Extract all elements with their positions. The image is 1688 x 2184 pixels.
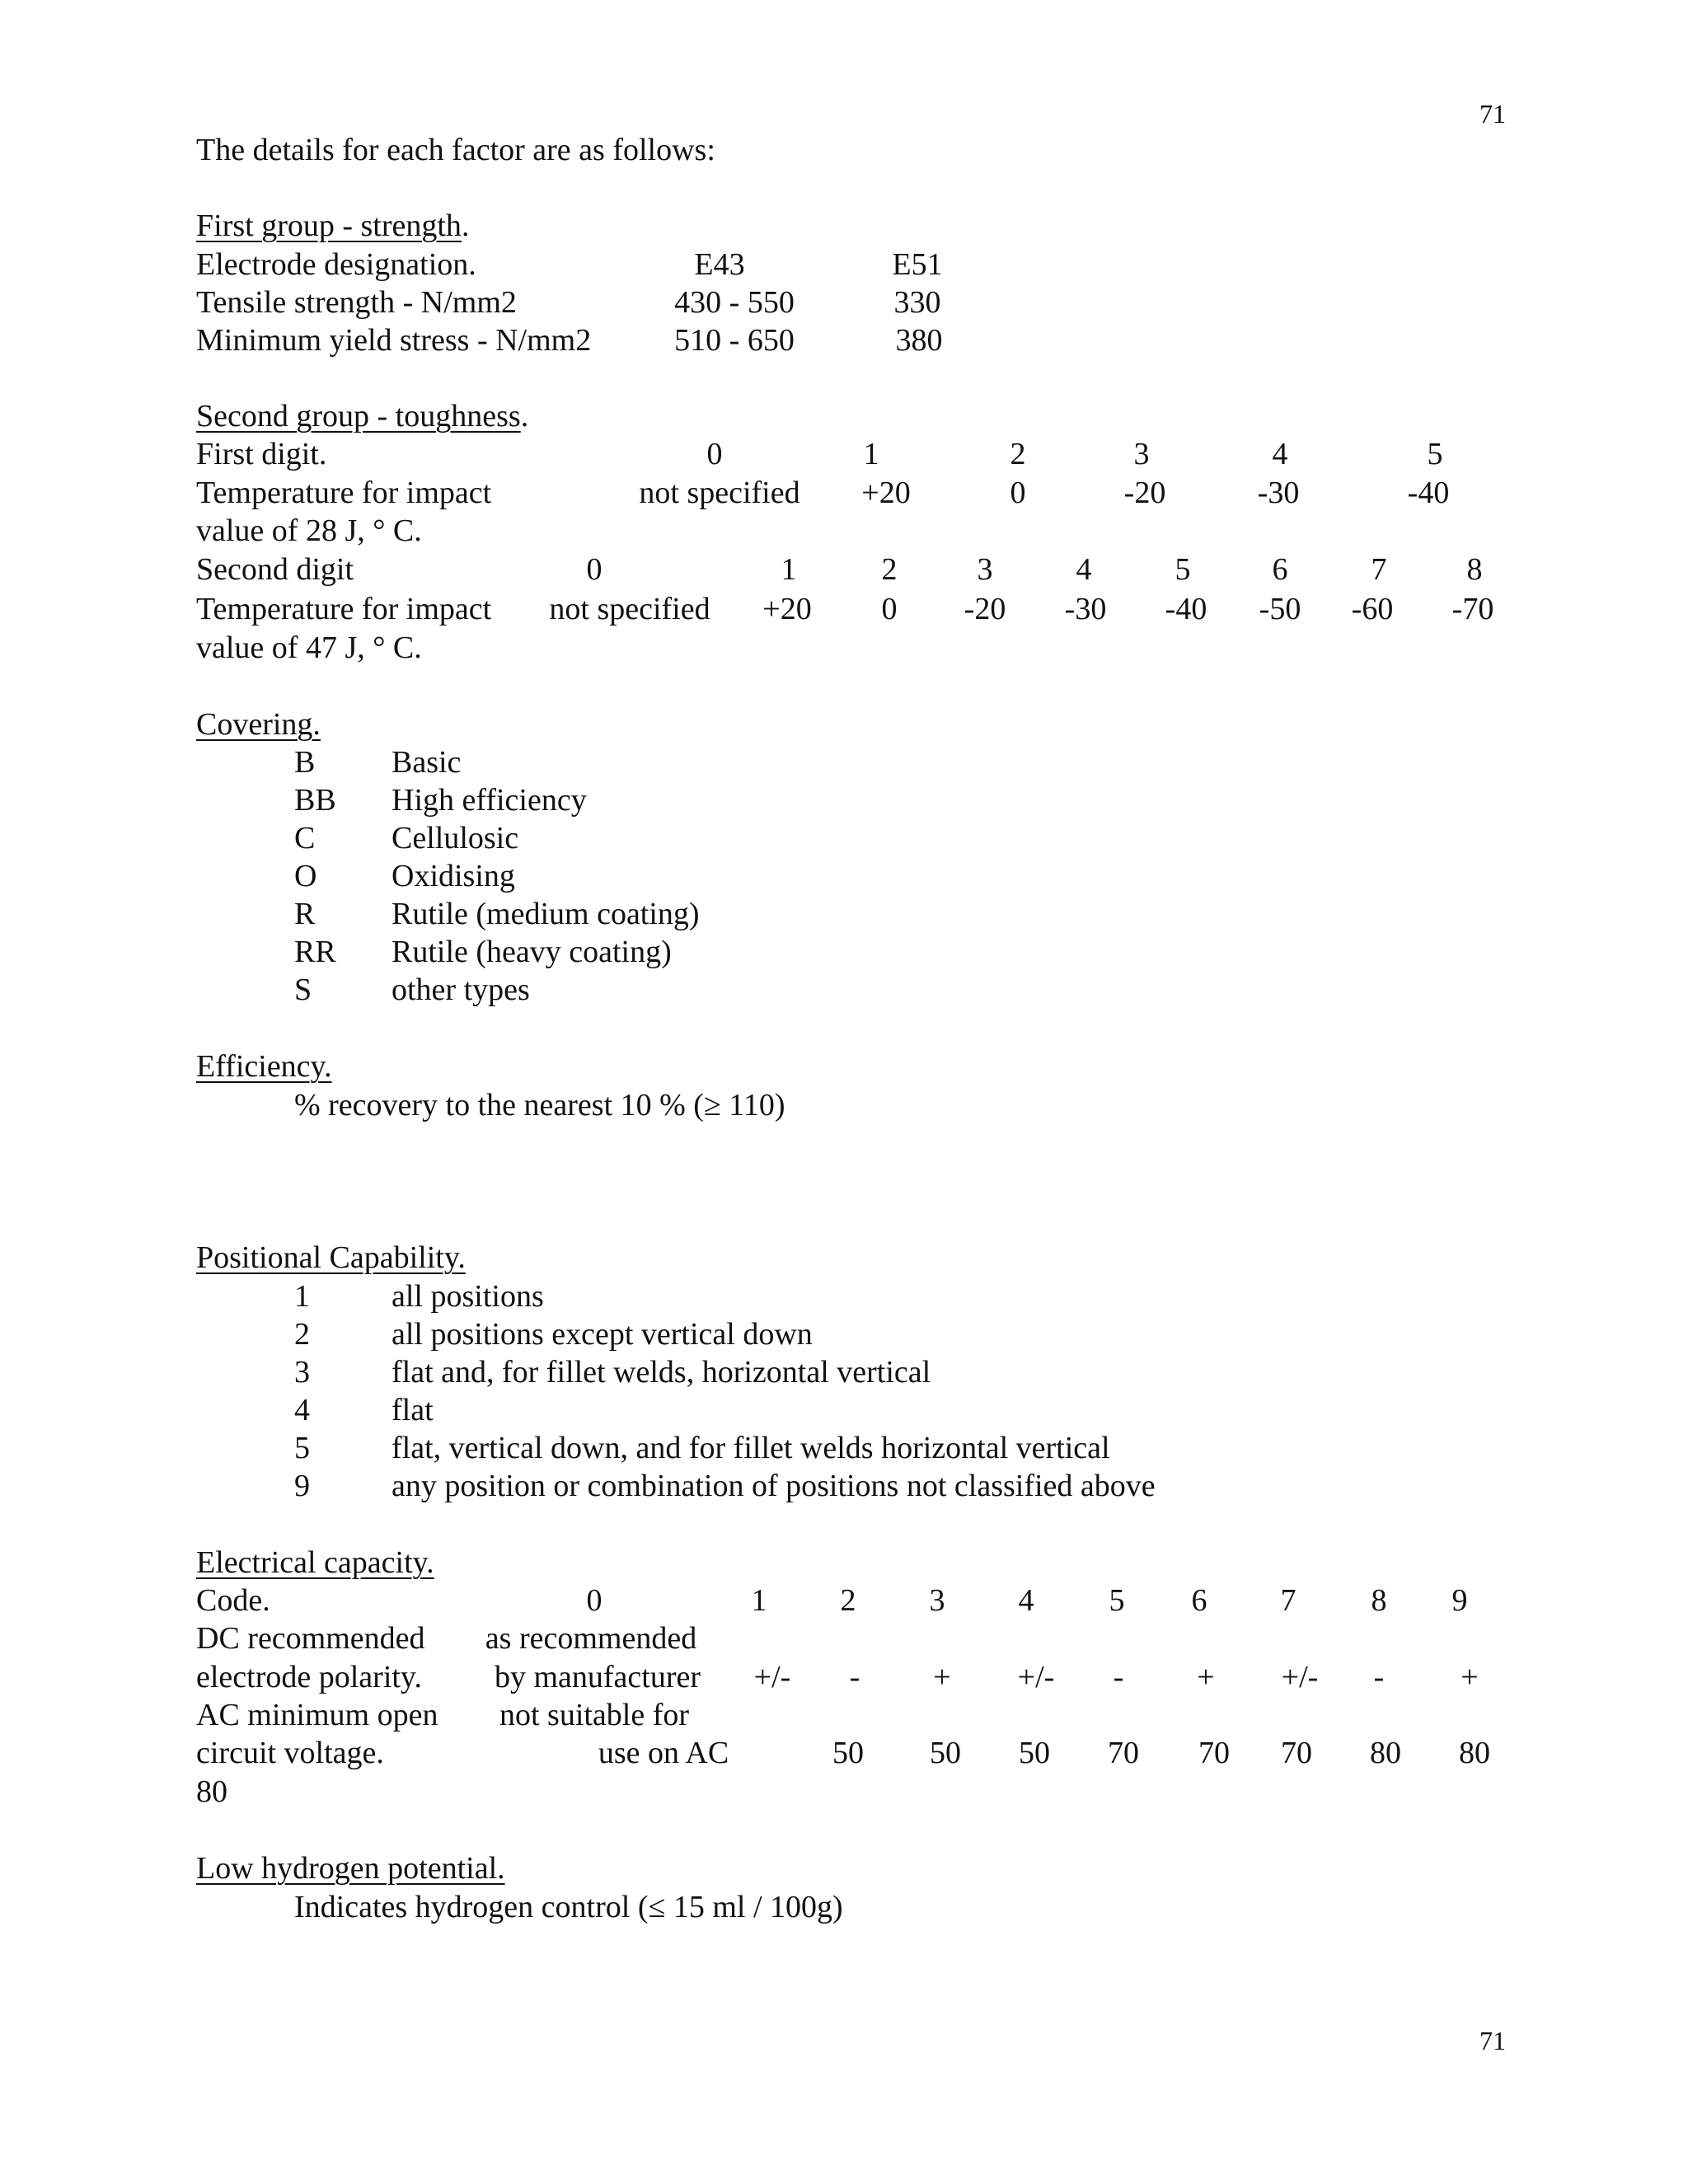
electrical-code: 6 [1191, 1583, 1207, 1618]
electrical-heading: Electrical capacity. [196, 1545, 434, 1580]
ac-voltage: 50 [1019, 1736, 1050, 1770]
first-digit-value: 2 [1010, 437, 1026, 471]
first-digit-value: 5 [1427, 437, 1443, 471]
positional-desc: all positions except vertical down [392, 1317, 813, 1352]
first-digit-temp: -20 [1123, 476, 1166, 510]
positional-heading: Positional Capability. [196, 1240, 466, 1275]
second-digit-value: 2 [881, 552, 898, 587]
second-digit-temp: -20 [964, 592, 1006, 626]
positional-code: 3 [294, 1355, 310, 1390]
second-digit-temp: -40 [1165, 592, 1207, 626]
strength-heading: First group - strength. [196, 209, 470, 243]
covering-code: BB [294, 783, 336, 818]
second-digit-temp: not specified [549, 592, 710, 626]
covering-desc: Cellulosic [392, 821, 519, 855]
covering-desc: Basic [392, 745, 462, 780]
dc-polarity: + [1197, 1660, 1215, 1694]
dc-polarity: + [933, 1660, 951, 1694]
electrical-code: 1 [751, 1583, 767, 1618]
ac-voltage: 50 [930, 1736, 961, 1770]
ac-label-line1: AC minimum open [196, 1698, 438, 1732]
dc-polarity: +/- [1017, 1660, 1055, 1694]
dc-polarity: - [1373, 1660, 1385, 1694]
page-number-top: 71 [1479, 99, 1506, 129]
dc-polarity: - [849, 1660, 860, 1694]
positional-desc: flat, vertical down, and for fillet welds horizontal vertical [392, 1431, 1110, 1465]
toughness-heading: Second group - toughness. [196, 399, 529, 434]
dc-polarity: + [1461, 1660, 1479, 1694]
first-digit-temp: 0 [1010, 476, 1026, 510]
dc-label-line1: DC recommended [196, 1621, 425, 1656]
second-digit-value: 7 [1371, 552, 1387, 587]
positional-code: 2 [294, 1317, 310, 1352]
strength-e51-yield: 380 [895, 323, 943, 358]
strength-e43-designation: E43 [694, 247, 745, 282]
electrical-code: 9 [1451, 1583, 1468, 1618]
covering-desc: Rutile (medium coating) [392, 897, 700, 931]
covering-code: C [294, 821, 316, 855]
covering-code: RR [294, 935, 336, 969]
low-hydrogen-text: Indicates hydrogen control (≤ 15 ml / 100g) [294, 1890, 843, 1924]
second-digit-value: 4 [1076, 552, 1092, 587]
electrical-code: 5 [1109, 1583, 1125, 1618]
efficiency-text: % recovery to the nearest 10 % (≥ 110) [294, 1088, 785, 1122]
ac-voltage-overflow: 80 [196, 1774, 227, 1809]
strength-label-tensile: Tensile strength - N/mm2 [196, 285, 517, 320]
ac-voltage: 80 [1459, 1736, 1490, 1770]
electrical-code: 3 [929, 1583, 945, 1618]
strength-label-yield: Minimum yield stress - N/mm2 [196, 323, 592, 358]
second-digit-temp: -50 [1259, 592, 1301, 626]
second-digit-value: 0 [586, 552, 603, 587]
second-digit-value: 8 [1466, 552, 1483, 587]
dc-polarity: +/- [1281, 1660, 1319, 1694]
intro-text: The details for each factor are as follows: [196, 133, 715, 167]
ac-voltage: 70 [1108, 1736, 1139, 1770]
second-digit-value: 6 [1272, 552, 1288, 587]
electrical-code: 4 [1018, 1583, 1034, 1618]
dc-label-line2: electrode polarity. [196, 1660, 422, 1694]
electrical-code-label: Code. [196, 1583, 270, 1618]
low-hydrogen-heading: Low hydrogen potential. [196, 1851, 505, 1886]
positional-code: 4 [294, 1393, 310, 1427]
positional-desc: all positions [392, 1279, 544, 1314]
first-digit-value: 4 [1272, 437, 1288, 471]
positional-code: 1 [294, 1279, 310, 1314]
second-digit-label: Second digit [196, 552, 354, 587]
first-digit-label: First digit. [196, 437, 327, 471]
second-digit-temp: 0 [881, 592, 898, 626]
first-digit-temp: not specified [639, 476, 800, 510]
strength-e51-designation: E51 [892, 247, 943, 282]
positional-desc: flat and, for fillet welds, horizontal vertical [392, 1355, 931, 1390]
covering-desc: Rutile (heavy coating) [392, 935, 672, 969]
strength-e43-yield: 510 - 650 [674, 323, 795, 358]
dc-polarity: +/- [753, 1660, 791, 1694]
second-digit-temp: +20 [762, 592, 812, 626]
electrical-code: 0 [586, 1583, 603, 1618]
second-digit-value: 1 [781, 552, 797, 587]
ac-code0-line2: use on AC [598, 1736, 729, 1770]
covering-code: O [294, 859, 317, 893]
second-digit-temp-label-line2: value of 47 J, ° C. [196, 630, 422, 665]
second-digit-temp: -70 [1451, 592, 1494, 626]
ac-voltage: 70 [1281, 1736, 1312, 1770]
covering-desc: Oxidising [392, 859, 515, 893]
covering-code: R [294, 897, 316, 931]
first-digit-value: 1 [863, 437, 879, 471]
first-digit-value: 3 [1133, 437, 1150, 471]
second-digit-temp: -60 [1351, 592, 1394, 626]
first-digit-temp: -30 [1257, 476, 1300, 510]
ac-voltage: 70 [1198, 1736, 1230, 1770]
second-digit-value: 3 [977, 552, 993, 587]
covering-desc: other types [392, 972, 530, 1007]
covering-code: B [294, 745, 316, 780]
first-digit-temp-label-line1: Temperature for impact [196, 476, 492, 510]
dc-polarity: - [1113, 1660, 1124, 1694]
positional-code: 5 [294, 1431, 310, 1465]
ac-voltage: 50 [832, 1736, 864, 1770]
dc-code0-line2: by manufacturer [494, 1660, 701, 1694]
covering-code: S [294, 972, 312, 1007]
positional-desc: any position or combination of positions not classified above [392, 1469, 1156, 1503]
second-digit-value: 5 [1175, 552, 1191, 587]
positional-desc: flat [392, 1393, 434, 1427]
dc-code0-line1: as recommended [485, 1621, 697, 1656]
ac-code0-line1: not suitable for [499, 1698, 690, 1732]
ac-voltage: 80 [1370, 1736, 1401, 1770]
strength-e51-tensile: 330 [893, 285, 941, 320]
electrical-code: 8 [1371, 1583, 1387, 1618]
strength-label-designation: Electrode designation. [196, 247, 476, 282]
electrical-code: 7 [1280, 1583, 1296, 1618]
positional-code: 9 [294, 1469, 310, 1503]
first-digit-value: 0 [706, 437, 723, 471]
second-digit-temp: -30 [1064, 592, 1107, 626]
covering-heading: Covering. [196, 707, 321, 742]
covering-desc: High efficiency [392, 783, 587, 818]
strength-e43-tensile: 430 - 550 [674, 285, 795, 320]
first-digit-temp: +20 [861, 476, 911, 510]
ac-label-line2: circuit voltage. [196, 1736, 384, 1770]
second-digit-temp-label-line1: Temperature for impact [196, 592, 492, 626]
first-digit-temp-label-line2: value of 28 J, ° C. [196, 513, 422, 548]
first-digit-temp: -40 [1407, 476, 1450, 510]
electrical-code: 2 [840, 1583, 856, 1618]
efficiency-heading: Efficiency. [196, 1049, 332, 1084]
page-number-bottom: 71 [1479, 2026, 1506, 2055]
